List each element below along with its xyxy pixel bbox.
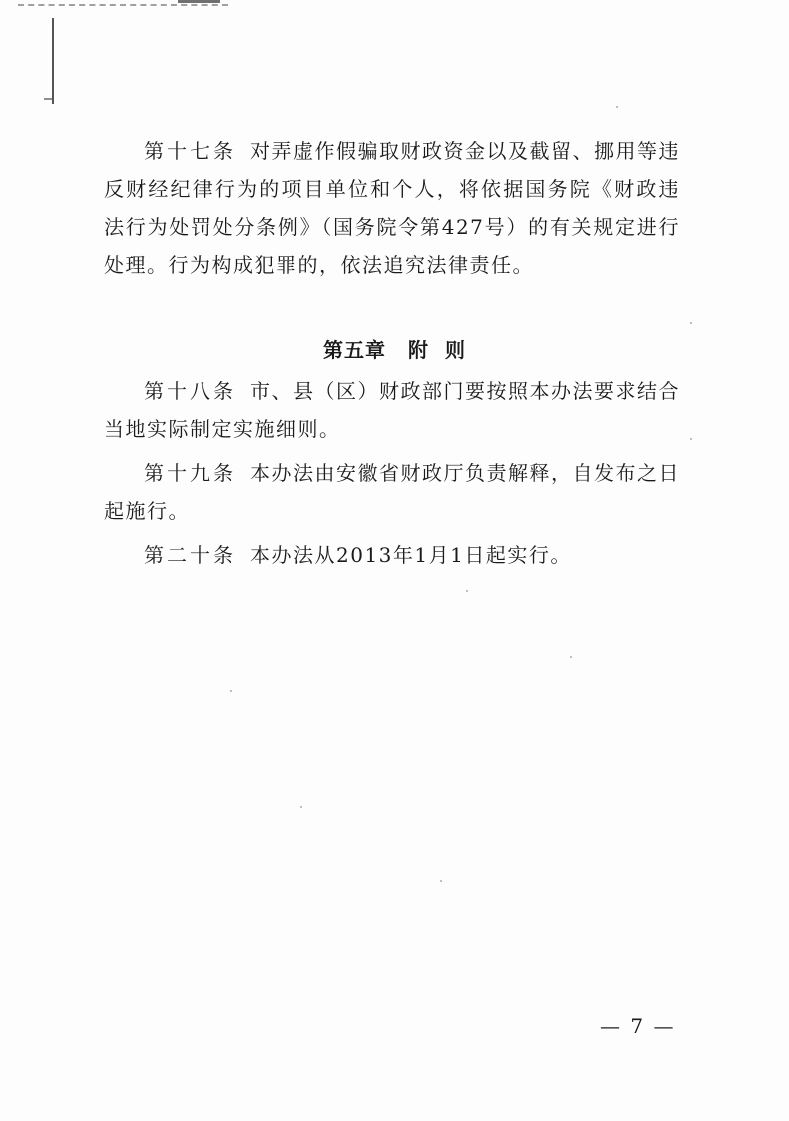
scan-speck	[616, 106, 618, 108]
article-17-text: 对弄虚作假骗取财政资金以及截留、挪用等违反财经纪律行为的项目单位和个人，将依据国务院《财政违法行为处罚处分条例》（国务院令第427号）的有关规定进行处理。行为构成犯罪的，依法追究法律责任。	[104, 139, 680, 277]
article-18-label: 第十八条	[144, 379, 236, 403]
scan-speck	[570, 656, 572, 658]
article-20-text: 本办法从2013年1月1日起实行。	[250, 543, 572, 567]
article-19-label: 第十九条	[144, 461, 236, 485]
scan-artifact-margin-tick	[44, 98, 52, 100]
scan-speck	[440, 880, 442, 882]
article-19-paragraph	[104, 454, 680, 530]
page-number: — 7 —	[600, 1014, 676, 1038]
article-17-label: 第十七条	[144, 139, 236, 163]
article-18-text: 市、县（区）财政部门要按照本办法要求结合当地实际制定实施细则。	[104, 379, 680, 441]
scan-artifact-margin-line	[52, 18, 54, 104]
scan-artifact-dashes	[18, 4, 228, 12]
chapter-title-second: 则	[445, 338, 466, 362]
chapter-number: 第五章	[323, 338, 386, 362]
article-20-label: 第二十条	[144, 543, 236, 567]
scan-speck	[230, 690, 232, 692]
article-18-paragraph	[104, 372, 680, 448]
scan-artifact-bar	[178, 0, 220, 3]
scan-speck	[690, 438, 692, 440]
article-17-paragraph	[104, 132, 680, 284]
chapter-heading	[0, 334, 789, 363]
scan-speck	[690, 322, 692, 324]
article-20-paragraph	[104, 536, 680, 574]
chapter-title-first: 附	[408, 338, 429, 362]
article-19-text: 本办法由安徽省财政厅负责解释，自发布之日起施行。	[104, 461, 680, 523]
scan-speck	[466, 590, 468, 592]
scan-speck	[300, 806, 302, 808]
